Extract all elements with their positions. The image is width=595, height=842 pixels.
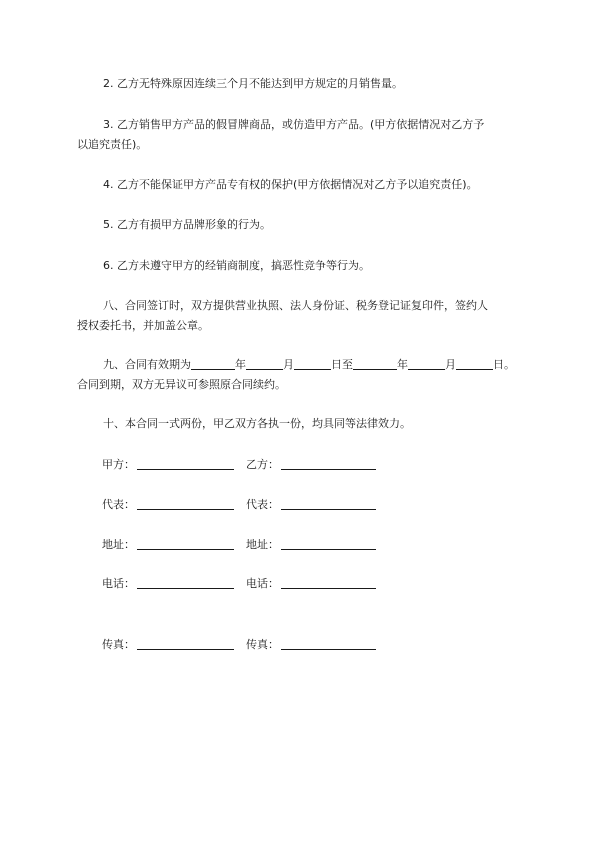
addr-b-blank[interactable]: [281, 537, 376, 550]
month-blank-1[interactable]: [246, 357, 283, 370]
clause-2-text: 2. 乙方无特殊原因连续三个月不能达到甲方规定的月销售量。: [103, 77, 403, 90]
clause-2: [77, 74, 517, 94]
clause-6-text: 6. 乙方未遵守甲方的经销商制度，搞恶性竞争等行为。: [103, 259, 370, 272]
rep-a-blank[interactable]: [137, 497, 234, 510]
month-label-1: 月: [283, 358, 294, 371]
addr-a-blank[interactable]: [137, 537, 234, 550]
phone-a-label: 电话：: [102, 577, 135, 590]
fax-b-label: 传真：: [246, 638, 279, 651]
clause-4: [77, 175, 517, 195]
section-9-prefix: 九、合同有效期为: [103, 358, 191, 371]
day-to-label: 日至: [331, 358, 353, 371]
year-label-2: 年: [397, 358, 408, 371]
section-9: [77, 355, 517, 395]
phone-b-field: [246, 576, 376, 592]
party-a-blank[interactable]: [137, 457, 234, 470]
phone-a-blank[interactable]: [137, 576, 234, 589]
party-a-field: [102, 457, 234, 473]
day-blank-2[interactable]: [456, 357, 493, 370]
clause-3-line-2: 以追究责任)。: [77, 138, 148, 151]
fax-a-blank[interactable]: [137, 637, 234, 650]
addr-a-label: 地址：: [102, 538, 135, 551]
section-9-line-1: [77, 355, 517, 375]
clause-4-text: 4. 乙方不能保证甲方产品专有权的保护(甲方依据情况对乙方予以追究责任)。: [103, 178, 478, 191]
fax-a-field: [102, 637, 234, 653]
phone-b-label: 电话：: [246, 577, 279, 590]
rep-a-field: [102, 497, 234, 513]
party-b-label: 乙方：: [246, 458, 279, 471]
fax-a-label: 传真：: [102, 638, 135, 651]
rep-a-label: 代表：: [102, 498, 135, 511]
phone-b-blank[interactable]: [281, 576, 376, 589]
fax-b-blank[interactable]: [281, 637, 376, 650]
rep-b-field: [246, 497, 376, 513]
addr-b-field: [246, 537, 376, 553]
party-b-field: [246, 457, 376, 473]
year-label-1: 年: [235, 358, 246, 371]
section-8-line-2: 授权委托书，并加盖公章。: [77, 319, 209, 332]
clause-3: [77, 115, 517, 155]
clause-6: [77, 256, 517, 276]
rep-b-blank[interactable]: [281, 497, 376, 510]
party-a-label: 甲方：: [102, 458, 135, 471]
rep-b-label: 代表：: [246, 498, 279, 511]
phone-a-field: [102, 576, 234, 592]
section-10-text: 十、本合同一式两份，甲乙双方各执一份，均具同等法律效力。: [103, 417, 411, 430]
clause-5: [77, 215, 517, 235]
party-b-blank[interactable]: [281, 457, 376, 470]
section-10: [77, 414, 517, 434]
section-8: [77, 296, 517, 336]
year-blank-1[interactable]: [191, 357, 235, 370]
day-blank-1[interactable]: [294, 357, 331, 370]
fax-b-field: [246, 637, 376, 653]
section-9-line-2: 合同到期，双方无异议可参照原合同续约。: [77, 378, 286, 391]
clause-3-line-1: 3. 乙方销售甲方产品的假冒牌商品，或仿造甲方产品。(甲方依据情况对乙方予: [103, 118, 485, 131]
month-label-2: 月: [445, 358, 456, 371]
day-label-2: 日。: [493, 358, 515, 371]
month-blank-2[interactable]: [408, 357, 445, 370]
section-8-line-1: 八、合同签订时，双方提供营业执照、法人身份证、税务登记证复印件，签约人: [103, 299, 488, 312]
clause-5-text: 5. 乙方有损甲方品牌形象的行为。: [103, 218, 271, 231]
addr-b-label: 地址：: [246, 538, 279, 551]
addr-a-field: [102, 537, 234, 553]
year-blank-2[interactable]: [353, 357, 397, 370]
